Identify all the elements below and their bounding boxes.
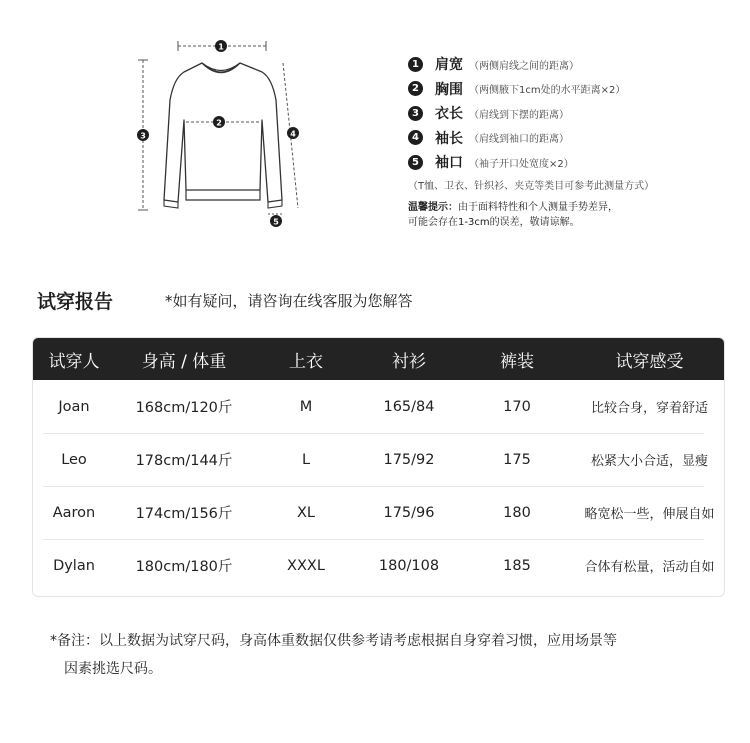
table-row [33, 433, 724, 486]
cell-feedback: 松紧大小合适，显瘦 [590, 454, 708, 469]
cell-shirt: 175/92 [383, 451, 435, 468]
footnote [50, 627, 720, 683]
marker-1: 1 [218, 42, 224, 52]
fitting-report-table [32, 337, 725, 597]
sweater-outline-icon [130, 30, 315, 235]
legend-item [408, 52, 668, 77]
legend-item [408, 126, 668, 151]
tip-text: 由于面料特性和个人测量手势差异， [458, 201, 618, 213]
cell-pants: 180 [503, 504, 531, 521]
cell-top: M [299, 398, 313, 415]
cell-shirt: 175/96 [383, 504, 435, 521]
table-row [33, 380, 724, 433]
table-row [33, 486, 724, 539]
marker-5: 5 [273, 217, 279, 227]
legend-name: 肩宽 [435, 57, 463, 74]
cell-tester: Leo [61, 451, 87, 468]
legend-name: 袖口 [435, 155, 463, 172]
marker-2: 2 [216, 118, 222, 128]
number-badge: 2 [408, 81, 423, 96]
cell-pants: 170 [503, 398, 531, 415]
cell-shirt: 165/84 [383, 398, 435, 415]
cell-height-weight: 180cm/180斤 [135, 559, 233, 575]
number-badge: 4 [408, 130, 423, 145]
marker-4: 4 [290, 129, 296, 139]
cell-height-weight: 168cm/120斤 [135, 400, 233, 416]
section-subtitle: *如有疑问，请咨询在线客服为您解答 [165, 292, 413, 310]
cell-feedback: 略宽松一些，伸展自如 [584, 507, 715, 522]
table-header [33, 338, 724, 380]
cell-pants: 185 [503, 557, 531, 574]
legend-desc: （肩线到下摆的距离） [469, 109, 569, 121]
header-height-weight: 身高 / 体重 [141, 351, 227, 372]
header-tester: 试穿人 [48, 351, 100, 372]
table-row [33, 539, 724, 592]
cell-feedback: 合体有松量，活动自如 [584, 560, 715, 575]
cell-tester: Aaron [52, 504, 96, 521]
cell-pants: 175 [503, 451, 531, 468]
header-top: 上衣 [289, 351, 323, 372]
legend-item [408, 101, 668, 126]
legend-note: （T恤、卫衣、针织衫、夹克等类目可参考此测量方式） [408, 180, 655, 192]
cell-feedback: 比较合身，穿着舒适 [590, 401, 708, 416]
cell-tester: Joan [58, 398, 90, 415]
footnote-line-2: 因素挑选尺码。 [64, 661, 162, 677]
legend-name: 袖长 [435, 130, 463, 147]
sweater-measurement-diagram [130, 30, 315, 235]
cell-shirt: 180/108 [378, 557, 440, 574]
tip-text-2: 可能会存在1-3cm的误差，敬请谅解。 [408, 216, 580, 228]
cell-top: L [301, 451, 311, 468]
header-shirt: 衬衫 [392, 351, 426, 372]
legend-item [408, 77, 668, 102]
cell-height-weight: 174cm/156斤 [135, 506, 233, 522]
legend-desc: （两侧肩线之间的距离） [469, 60, 579, 72]
cell-top: XL [296, 504, 315, 521]
legend-desc: （两侧腋下1cm处的水平距离×2） [469, 85, 626, 97]
marker-3: 3 [140, 131, 146, 141]
header-feedback: 试穿感受 [615, 351, 684, 372]
legend-name: 胸围 [435, 81, 463, 98]
cell-tester: Dylan [53, 557, 95, 574]
number-badge: 3 [408, 106, 423, 121]
tip-label: 温馨提示： [408, 201, 458, 213]
measurement-tip [408, 200, 668, 230]
cell-height-weight: 178cm/144斤 [135, 453, 233, 469]
number-badge: 1 [408, 57, 423, 72]
legend-desc: （肩线到袖口的距离） [469, 134, 569, 146]
legend-name: 衣长 [435, 106, 463, 123]
number-badge: 5 [408, 155, 423, 170]
legend-item [408, 150, 668, 175]
legend-desc: （袖子开口处宽度×2） [469, 158, 574, 170]
footnote-line-1: *备注：以上数据为试穿尺码，身高体重数据仅供参考请考虑根据自身穿着习惯，应用场景等 [50, 633, 617, 649]
measurement-legend [408, 52, 668, 230]
cell-top: XXXL [287, 557, 325, 574]
section-title: 试穿报告 [37, 291, 114, 313]
header-pants: 裤装 [500, 351, 534, 372]
